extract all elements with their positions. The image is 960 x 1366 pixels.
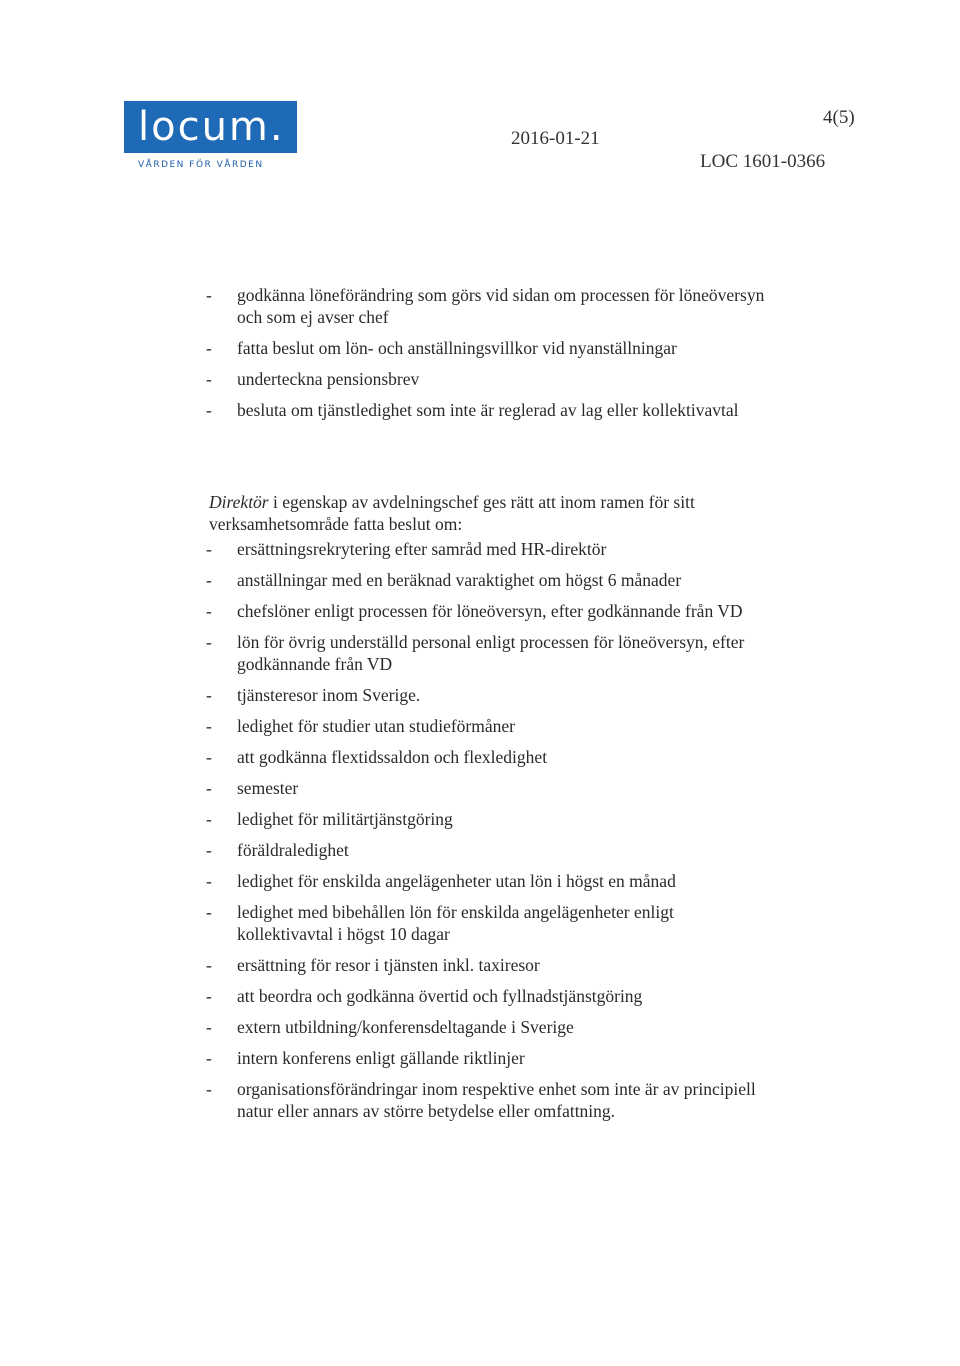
list-item [206,1047,766,1069]
list-item-text: lön för övrig underställd personal enligt processen för löneöversyn, efter godkännande från VD [237,632,745,674]
list-item-text: ersättningsrekrytering efter samråd med HR-direktör [237,539,607,559]
bullet-dash: - [206,840,212,860]
list-item-text: intern konferens enligt gällande riktlinjer [237,1048,525,1068]
list-item [206,600,766,622]
list-item-text: att beordra och godkänna övertid och fyllnadstjänstgöring [237,986,643,1006]
list-item-text: godkänna löneförändring som görs vid sidan om processen för löneöversyn och som ej avser chef [237,285,765,327]
intro-text: i egenskap av avdelningschef ges rätt att inom ramen för sitt verksamhetsområde fatta beslut om: [209,491,695,534]
list-item-text: besluta om tjänstledighet som inte är reglerad av lag eller kollektivavtal [237,400,739,420]
list-item [206,839,766,861]
bullet-dash: - [206,285,212,305]
bullet-dash: - [206,955,212,975]
intro-paragraph [209,491,769,535]
bullet-dash: - [206,902,212,922]
bullet-dash: - [206,338,212,358]
list-item [206,399,766,421]
document-date: 2016-01-21 [511,128,600,149]
list-item-text: att godkänna flextidssaldon och flexledighet [237,747,548,767]
list-item-text: ledighet för studier utan studieförmåner [237,716,515,736]
bullet-dash: - [206,369,212,389]
list-item-text: chefslöner enligt processen för löneöversyn, efter godkännande från VD [237,601,743,621]
bullet-dash: - [206,539,212,559]
list-item [206,954,766,976]
list-item-text: ledighet för enskilda angelägenheter utan lön i högst en månad [237,871,676,891]
logo-wordmark: locum. [124,101,297,153]
list-item [206,284,766,328]
bullet-dash: - [206,570,212,590]
list-item-text: ersättning för resor i tjänsten inkl. taxiresor [237,955,540,975]
list-item-text: underteckna pensionsbrev [237,369,420,389]
page-number: 4(5) [823,107,855,128]
bullet-dash: - [206,747,212,767]
delegation-list-2 [206,538,766,1131]
list-item [206,631,766,675]
document-reference: LOC 1601-0366 [700,151,826,172]
list-item [206,538,766,560]
bullet-dash: - [206,871,212,891]
list-item-text: anställningar med en beräknad varaktighet om högst 6 månader [237,570,682,590]
bullet-dash: - [206,778,212,798]
list-item [206,777,766,799]
list-item [206,569,766,591]
logo-tagline: VÅRDEN FÖR VÅRDEN [138,160,264,170]
list-item-text: ledighet för militärtjänstgöring [237,809,453,829]
list-item [206,808,766,830]
list-item [206,901,766,945]
delegation-list-1 [206,284,766,430]
bullet-dash: - [206,685,212,705]
list-item-text: semester [237,778,299,798]
bullet-dash: - [206,400,212,420]
list-item [206,337,766,359]
list-item [206,368,766,390]
bullet-dash: - [206,601,212,621]
list-item [206,985,766,1007]
bullet-dash: - [206,1048,212,1068]
list-item-text: föräldraledighet [237,840,349,860]
bullet-dash: - [206,809,212,829]
list-item-text: tjänsteresor inom Sverige. [237,685,421,705]
intro-role: Direktör [209,491,269,512]
list-item [206,1078,766,1122]
bullet-dash: - [206,1079,212,1099]
list-item-text: organisationsförändringar inom respektive enhet som inte är av principiell natur eller annars av större betydelse eller omfattning. [237,1079,756,1121]
bullet-dash: - [206,1017,212,1037]
list-item [206,684,766,706]
list-item [206,746,766,768]
list-item [206,870,766,892]
bullet-dash: - [206,716,212,736]
list-item-text: fatta beslut om lön- och anställningsvillkor vid nyanställningar [237,338,677,358]
list-item-text: extern utbildning/konferensdeltagande i Sverige [237,1017,574,1037]
locum-logo [124,101,297,170]
bullet-dash: - [206,986,212,1006]
bullet-dash: - [206,632,212,652]
list-item-text: ledighet med bibehållen lön för enskilda angelägenheter enligt kollektivavtal i högst 10 dagar [237,902,674,944]
list-item [206,1016,766,1038]
list-item [206,715,766,737]
